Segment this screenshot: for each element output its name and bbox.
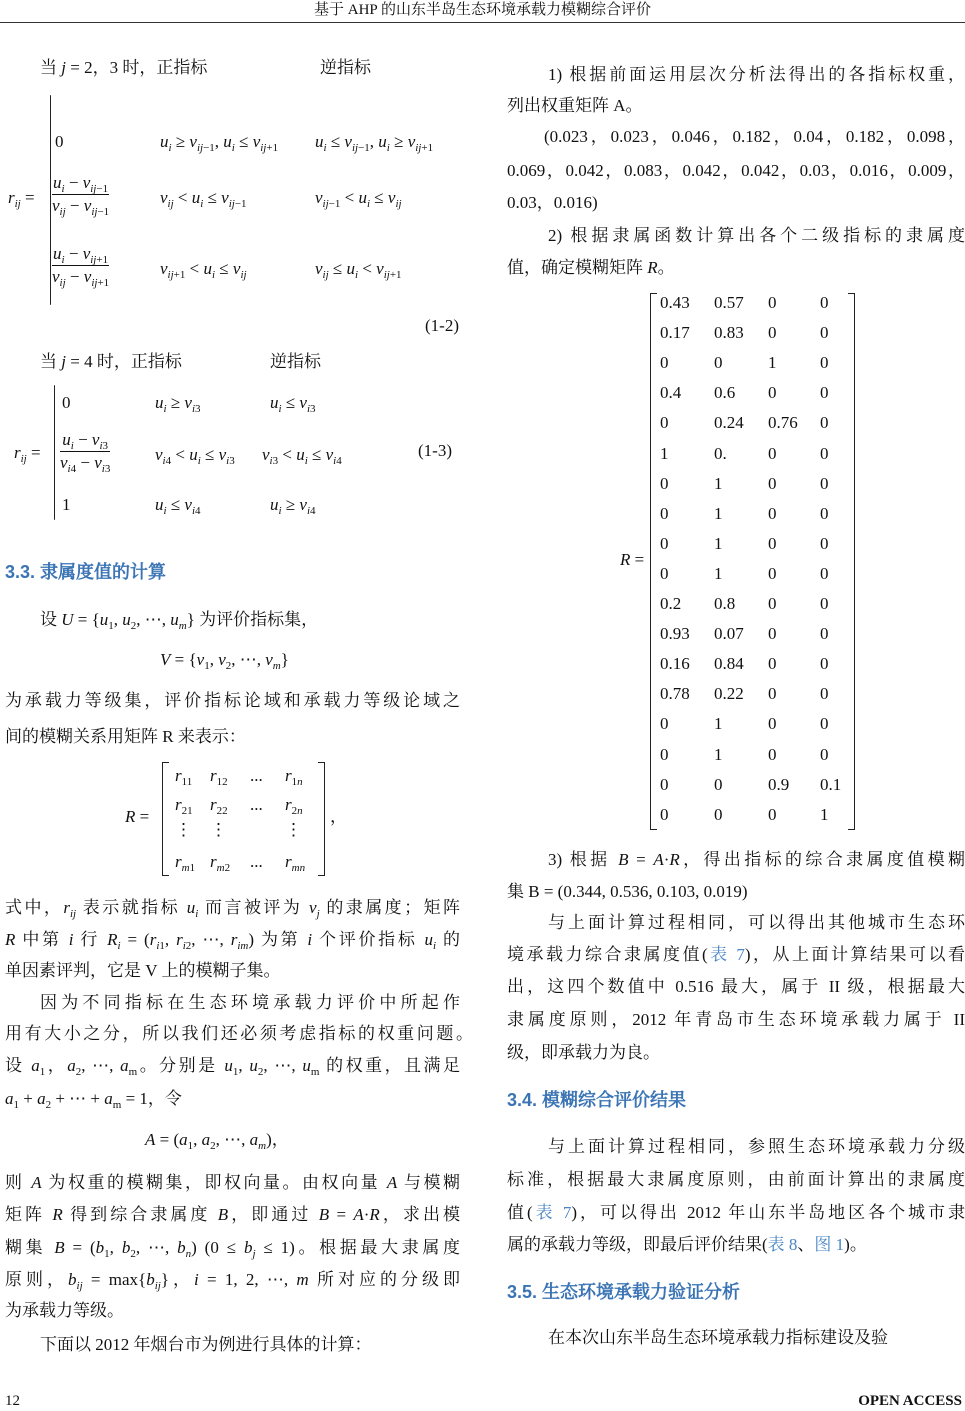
matrix-cell: 0.6 [714,383,736,403]
matrix-cell: 0 [660,804,669,824]
eq-case-value: 1 [62,495,71,514]
paragraph-line: 为承载力等级。 [5,1301,124,1320]
matrix-cell: 0 [768,563,777,583]
numerator: $u_i - v_{ij+1}$ [53,244,109,266]
matrix-cell: 1 [714,563,723,583]
matrix-cell: 1 [714,473,723,493]
matrix-cell: 0 [660,744,669,764]
matrix-cell: 0 [660,714,669,734]
paragraph-line: 属的承载力等级，即最后评价结果(表 8、图 1)。 [507,1235,867,1254]
eq-case-negative: $v_{i3} < u_i \le v_{i4}$ [262,445,342,467]
paragraph-line: 隶属度原则，2012 年青岛市生态环境承载力属于 II [507,1010,965,1029]
matrix-cell: 0 [660,563,669,583]
denominator: $v_{ij} - v_{ij+1}$ [52,267,110,289]
eq-lhs: $r_{ij}$ = [8,188,35,210]
matrix-cell: 0 [660,533,669,553]
matrix-cell: $r_{m1}$ [175,852,196,874]
matrix-cell: 0.93 [660,624,690,644]
matrix-cell: 0.1 [820,774,842,794]
matrix-cell: 0 [660,353,669,373]
formula-line: $V = \{v_1$, $v_2$, ⋯, $v_m$} [160,650,289,672]
matrix-cell: 0 [768,714,777,734]
matrix-cell: 0 [820,293,829,312]
matrix-cell: ⋮ [210,820,227,839]
matrix-cell: 0 [820,443,829,463]
matrix-cell: $r_{12}$ [210,766,228,788]
brace [54,385,55,520]
paragraph-line: 则 A 为权重的模糊集，即权向量。由权向量 A 与模糊 [5,1173,461,1192]
eq-case-negative: $u_i \le v_{i3}$ [270,393,316,415]
matrix-cell: 0 [660,473,669,493]
eq-case-value: 0 [55,132,64,151]
matrix-cell: 0 [820,594,829,613]
paragraph-line: 原则，$b_{ij} = \max\{b_{ij}\}$，i = 1, 2, ⋯, m 所对应的分级即 [5,1270,461,1292]
section-heading-3-3: 3.3. 隶属度值的计算 [5,562,167,582]
right-bracket [318,762,325,876]
paragraph-line: 与上面计算过程相同，参照生态环境承载力分级 [548,1137,965,1156]
case-j23-intro: 当 j = 2，3 时，正指标 [40,58,208,77]
denominator: $v_{ij} - v_{ij-1}$ [52,196,110,218]
matrix-cell: 0 [820,744,829,764]
eq-case-negative: $v_{ij-1} < u_i \le v_{ij}$ [315,188,402,210]
eq-lhs: $r_{ij}$ = [14,443,41,465]
paragraph-line: $a_1 + a_2$ + ⋯ + $a_m = 1$，令 [5,1089,182,1111]
open-access-label: OPEN ACCESS [858,1393,962,1409]
left-bracket [162,762,169,876]
matrix-cell: 0 [820,563,829,583]
eq-case-positive: $v_{ij} < u_i \le v_{ij-1}$ [160,188,247,210]
matrix-cell: $r_{2n}$ [285,795,303,817]
eq-fraction [52,172,109,217]
matrix-lhs: R = [620,550,645,569]
header-rule [0,22,965,23]
paragraph-line: 因为不同指标在生态环境承载力评价中所起作 [40,993,460,1012]
matrix-cell: $r_{1n}$ [285,766,303,788]
paragraph-line: 值，确定模糊矩阵 R。 [507,258,675,277]
paragraph-line: 2) 根据隶属函数计算出各个二级指标的隶属度 [548,226,965,245]
matrix-cell: 0 [660,774,669,794]
paragraph-line: 糊集 $B = (b_1$, $b_2$, ⋯, $b_n$) $(0 \le b_j \le 1)$。根据最大隶属度 [5,1238,461,1260]
paragraph-line: 与上面计算过程相同，可以得出其他城市生态环 [548,913,965,932]
matrix-cell: 0.84 [714,654,744,674]
paragraph-line: 下面以 2012 年烟台市为例进行具体的计算： [40,1335,372,1354]
matrix-cell: 1 [714,533,723,553]
matrix-cell: 0 [820,353,829,373]
matrix-cell: 0.83 [714,323,744,343]
matrix-cell: 0 [714,774,723,794]
paragraph-line: 为承载力等级集，评价指标论域和承载力等级论域之 [5,691,460,710]
matrix-cell: 0.76 [768,413,798,433]
matrix-cell: 0 [768,443,777,463]
formula-line: $A = (a_1$, $a_2$, ⋯, $a_m$)， [145,1130,289,1152]
matrix-lhs: R = [125,807,150,826]
matrix-cell: $r_{m2}$ [210,852,231,874]
matrix-suffix: ， [330,807,347,826]
matrix-cell: 0 [820,323,829,343]
paragraph-line: 列出权重矩阵 A。 [507,96,643,115]
matrix-cell: ... [250,766,263,785]
matrix-cell: 0 [820,413,829,433]
matrix-cell: 1 [714,744,723,764]
matrix-cell: 0 [714,804,723,824]
paragraph-line: 出，这四个数值中 0.516 最大，属于 II 级，根据最大 [507,977,965,996]
matrix-cell: 0.22 [714,684,744,704]
matrix-cell: $r_{21}$ [175,795,193,817]
left-bracket [650,293,657,830]
case-j23-reverse: 逆指标 [320,58,371,77]
paragraph-line: 矩阵 R 得到综合隶属度 B，即通过 B = A·R，求出模 [5,1205,461,1224]
matrix-cell: 0 [768,503,777,523]
right-bracket [848,293,855,830]
matrix-cell: 0 [768,684,777,704]
matrix-cell: 0. [714,443,727,463]
equation-number: (1-2) [425,316,459,335]
matrix-cell: 1 [820,804,829,824]
matrix-cell: 0.07 [714,624,744,644]
cross-reference-link[interactable]: 图 1 [814,1235,845,1254]
eq-case-negative: $v_{ij} \le u_i < v_{ij+1}$ [315,259,402,281]
eq-case-positive: $v_{ij+1} < u_i \le v_{ij}$ [160,259,247,281]
paragraph-line: 单因素评判，它是 V 上的模糊子集。 [5,961,281,980]
paragraph-line: 间的模糊关系用矩阵 R 来表示： [5,727,246,746]
page-number: 12 [5,1393,20,1409]
eq-case-positive: $u_i \ge v_{i3}$ [155,393,201,415]
eq-case-value: 0 [62,393,71,412]
matrix-cell: 0.17 [660,323,690,343]
matrix-cell: 0 [768,383,777,403]
eq-case-positive: $v_{i4} < u_i \le v_{i3}$ [155,445,235,467]
paragraph-line: 标准，根据最大隶属度原则，由前面计算出的隶属度 [507,1170,965,1189]
matrix-cell: 0.8 [714,594,736,613]
matrix-cell: 0.4 [660,383,682,403]
matrix-cell: 0 [768,744,777,764]
matrix-cell: 0 [820,654,829,674]
paragraph-line: 级，即承载力为良。 [507,1043,660,1062]
eq-case-negative: $u_i \ge v_{i4}$ [270,495,316,517]
matrix-cell: 0.78 [660,684,690,704]
equation-number: (1-3) [418,441,452,460]
matrix-cell: 0.16 [660,654,690,674]
matrix-cell: 0.24 [714,413,744,433]
matrix-cell: 0 [820,684,829,704]
matrix-cell: 0 [660,413,669,433]
matrix-cell: 0 [768,804,777,824]
matrix-cell: $r_{mn}$ [285,852,306,874]
numerator: $u_i - v_{i3}$ [62,430,109,452]
matrix-cell: 0 [820,624,829,644]
paragraph-line: 设 $U = \{u_1$, $u_2$, ⋯, $u_m$} 为评价指标集， [40,610,319,632]
denominator: $v_{i4} - v_{i3}$ [60,453,111,475]
paragraph-line: 3) 根据 B = A·R，得出指标的综合隶属度值模糊 [548,850,965,869]
paragraph-line: 境承载力综合隶属度值(表 7)，从上面计算结果可以看 [507,945,965,964]
matrix-cell: 0.2 [660,594,682,613]
weight-vector-line: (0.023，0.023，0.046，0.182，0.04，0.182，0.098， [544,127,965,146]
paragraph-line: 1) 根据前面运用层次分析法得出的各指标权重， [548,65,965,84]
matrix-cell: 0 [820,473,829,493]
matrix-cell: 0 [714,353,723,373]
paragraph-line: 用有大小之分，所以我们还必须考虑指标的权重问题。 [5,1024,473,1043]
eq-fraction [60,429,110,474]
matrix-cell: 0.43 [660,293,690,312]
paragraph-line: 值(表 7)，可以得出 2012 年山东半岛地区各个城市隶 [507,1203,965,1222]
weight-vector-line: 0.03，0.016) [507,193,598,212]
matrix-cell: 0 [820,503,829,523]
eq-case-positive: $u_i \le v_{i4}$ [155,495,201,517]
matrix-cell: 0 [660,503,669,523]
running-header: 基于 AHP 的山东半岛生态环境承载力模糊综合评价 [314,2,651,18]
matrix-cell: ⋮ [175,820,192,839]
matrix-cell: 0 [820,714,829,734]
paragraph-line: 在本次山东半岛生态环境承载力指标建设及验 [548,1328,888,1347]
eq-fraction [52,243,109,288]
matrix-cell: ... [250,795,263,814]
cross-reference-link[interactable]: 表 7 [707,945,745,964]
matrix-cell: 0 [820,533,829,553]
matrix-cell: 0 [820,383,829,403]
matrix-cell: 0 [768,323,777,343]
matrix-cell: 1 [660,443,669,463]
matrix-cell: 0 [768,654,777,674]
matrix-cell: 0 [768,624,777,644]
matrix-cell: ⋮ [285,820,302,839]
matrix-cell: 0 [768,533,777,553]
matrix-cell: 0 [768,594,777,613]
paragraph-line: 集 B = (0.344, 0.536, 0.103, 0.019) [507,882,748,901]
paragraph-line: 设 $a_1$，$a_2$, ⋯, $a_m$。分别是 $u_1$, $u_2$, ⋯, $u_m$ 的权重，且满足 [5,1056,461,1078]
numerator: $u_i - v_{ij-1}$ [53,173,109,195]
case-j4-intro: 当 j = 4 时，正指标 [40,352,182,371]
section-heading-3-4: 3.4. 模糊综合评价结果 [507,1090,687,1110]
matrix-cell: 1 [714,503,723,523]
matrix-cell: 1 [768,353,777,373]
brace [50,95,51,305]
eq-case-positive: $u_i \ge v_{ij-1}$, $u_i \le v_{ij+1}$ [160,132,279,154]
matrix-cell: ... [250,852,263,871]
matrix-cell: 0 [768,293,777,312]
matrix-cell: 0.57 [714,293,744,312]
weight-vector-line: 0.069，0.042，0.083，0.042，0.042，0.03，0.016，0.009， [507,161,965,180]
matrix-cell: 0.9 [768,774,790,794]
case-j4-reverse: 逆指标 [270,352,321,371]
paragraph-line: R 中第 i 行 $R_i = (r_{i1}$, $r_{i2}$, ⋯, $r_{im}$) 为第 i 个评价指标 $u_i$ 的 [5,930,461,952]
eq-case-negative: $u_i \le v_{ij-1}$, $u_i \ge v_{ij+1}$ [315,132,434,154]
cross-reference-link[interactable]: 表 8 [767,1235,798,1254]
cross-reference-link[interactable]: 表 7 [532,1203,572,1222]
matrix-cell: $r_{22}$ [210,795,228,817]
matrix-cell: 0 [768,473,777,493]
matrix-cell: 1 [714,714,723,734]
matrix-cell: $r_{11}$ [175,766,193,788]
paragraph-line: 式中，$r_{ij}$ 表示就指标 $u_i$ 而言被评为 $v_j$ 的隶属度；矩阵 [5,898,461,920]
section-heading-3-5: 3.5. 生态环境承载力验证分析 [507,1282,741,1302]
